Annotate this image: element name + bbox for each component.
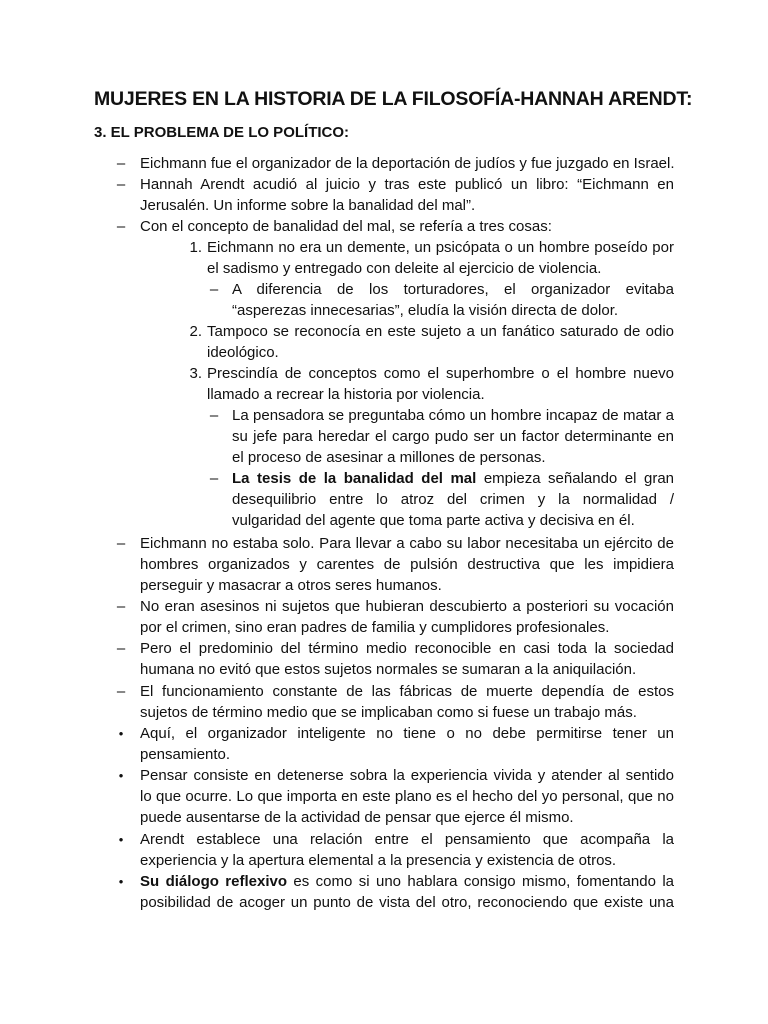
bullet-marker: • — [118, 726, 124, 741]
text-line: posibilidad de acoger un punto de vista del otro, reconociendo que existe una — [140, 894, 674, 911]
text-line: Pero el predominio del término medio reconocible en casi toda la sociedad — [140, 640, 674, 657]
dash-marker: – — [116, 640, 126, 657]
dash-marker: – — [209, 407, 219, 424]
dash-marker: – — [116, 683, 126, 700]
text-line: Eichmann no estaba solo. Para llevar a cabo su labor necesitaba un ejército de — [140, 535, 674, 552]
text-line: Pensar consiste en detenerse sobra la experiencia vivida y atender al sentido — [140, 767, 674, 784]
text-line: Hannah Arendt acudió al juicio y tras este publicó un libro: “Eichmann en — [140, 176, 674, 193]
text-line: A diferencia de los torturadores, el organizador evitaba — [232, 281, 674, 298]
text-line: el proceso de asesinar a millones de personas. — [232, 449, 546, 466]
text-line: Jerusalén. Un informe sobre la banalidad del mal”. — [140, 197, 476, 214]
text-line — [140, 871, 674, 892]
text-line: el sadismo y entregado con deleite al ejercicio de violencia. — [207, 260, 602, 277]
text-line: Aquí, el organizador inteligente no tiene o no debe permitirse tener un — [140, 725, 674, 742]
text-line: puede ausentarse de la actividad de pensar que ejerce él mismo. — [140, 809, 574, 826]
dash-marker: – — [116, 155, 126, 172]
text-fragment: empieza señalando el gran — [476, 470, 674, 487]
dash-marker: – — [116, 598, 126, 615]
text-line: llamado a recrear la historia por violencia. — [207, 386, 485, 403]
text-line: Eichmann no era un demente, un psicópata o un hombre poseído por — [207, 239, 674, 256]
dash-marker: – — [116, 535, 126, 552]
text-line: pensamiento. — [140, 746, 231, 763]
text-line: Prescindía de conceptos como el superhombre o el hombre nuevo — [207, 365, 674, 382]
dash-marker: – — [209, 281, 219, 298]
text-line: “asperezas innecesarias”, eludía la visión directa de dolor. — [232, 302, 619, 319]
text-line: sujetos de término medio que se implicaban como si fuese un trabajo más. — [140, 704, 637, 721]
text-line: El funcionamiento constante de las fábricas de muerte dependía de estos — [140, 683, 674, 700]
text-line: Eichmann fue el organizador de la deportación de judíos y fue juzgado en Israel. — [140, 155, 675, 172]
number-marker: 1. — [189, 239, 202, 256]
text-line: por el crimen, sino eran padres de familia y cumplidores profesionales. — [140, 619, 610, 636]
dash-marker: – — [209, 470, 219, 487]
bullet-marker: • — [118, 832, 124, 847]
text-fragment: es como si uno hablara consigo mismo, fomentando la — [287, 873, 674, 890]
text-line: vulgaridad del agente que toma parte activa y decisiva en él. — [232, 512, 635, 529]
document-title: MUJERES EN LA HISTORIA DE LA FILOSOFÍA-HANNAH ARENDT: — [94, 88, 693, 110]
text-line: desequilibrio entre lo atroz del crimen y la normalidad / — [232, 491, 674, 508]
text-line: experiencia y la apertura elemental a la presencia y existencia de otros. — [140, 852, 617, 869]
text-line — [232, 468, 674, 489]
bullet-marker: • — [118, 874, 124, 889]
text-line: perseguir y masacrar a otros seres humanos. — [140, 577, 442, 594]
text-line: humana no evitó que estos sujetos normales se sumaran a la aniquilación. — [140, 661, 637, 678]
number-marker: 3. — [189, 365, 202, 382]
bold-phrase: La tesis de la banalidad del mal — [232, 470, 477, 487]
text-line: lo que ocurre. Lo que importa en este plano es el hecho del yo personal, que no — [140, 788, 674, 805]
text-line: ideológico. — [207, 344, 279, 361]
text-line: su jefe para heredar el cargo pudo ser un factor determinante en — [232, 428, 674, 445]
dash-marker: – — [116, 176, 126, 193]
text-line: Con el concepto de banalidad del mal, se refería a tres cosas: — [140, 218, 552, 235]
dash-marker: – — [116, 218, 126, 235]
text-line: hombres organizados y carentes de pulsión destructiva que les impidiera — [140, 556, 674, 573]
text-line: No eran asesinos ni sujetos que hubieran descubierto a posteriori su vocación — [140, 598, 674, 615]
section-heading: 3. EL PROBLEMA DE LO POLÍTICO: — [94, 124, 350, 141]
bullet-marker: • — [118, 768, 124, 783]
text-line: La pensadora se preguntaba cómo un hombre incapaz de matar a — [232, 407, 674, 424]
bold-phrase: Su diálogo reflexivo — [140, 873, 288, 890]
number-marker: 2. — [189, 323, 202, 340]
text-line: Tampoco se reconocía en este sujeto a un fanático saturado de odio — [207, 323, 674, 340]
text-line: Arendt establece una relación entre el pensamiento que acompaña la — [140, 831, 674, 848]
